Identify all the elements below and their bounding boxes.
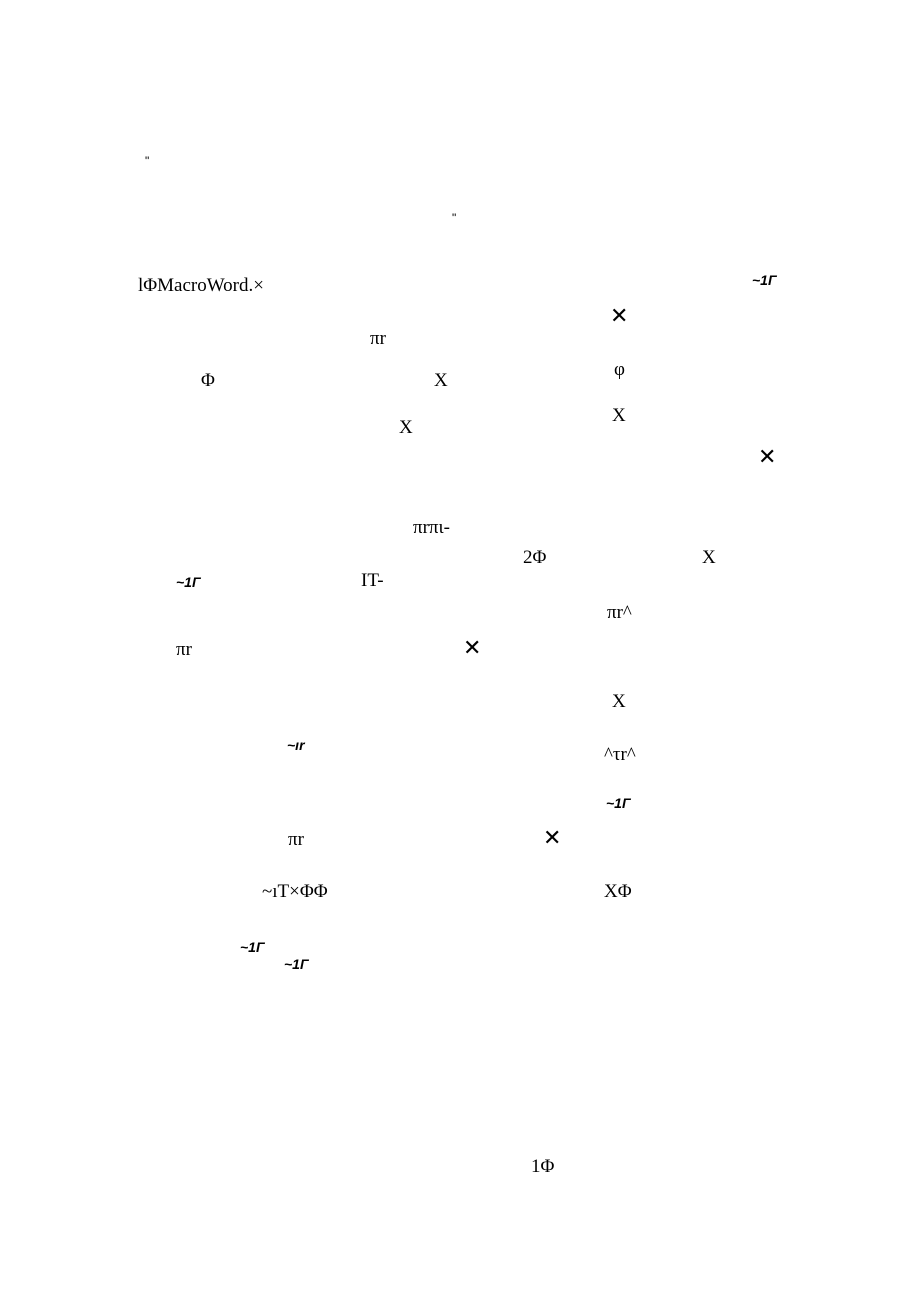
macro-word-heading: lΦMacroWord.×: [138, 275, 264, 296]
symbol-fragment: ~1Γ: [240, 939, 265, 955]
text-fragment: X: [612, 691, 626, 712]
text-fragment: XΦ: [604, 881, 632, 902]
cross-mark-icon: ✕: [610, 303, 629, 328]
text-fragment: πrπι-: [413, 517, 450, 538]
quote-mark-2: ": [452, 211, 457, 225]
text-fragment: X: [612, 405, 626, 426]
text-fragment: IT-: [361, 570, 384, 591]
text-fragment: πr^: [607, 602, 632, 623]
text-fragment: Φ: [201, 370, 215, 391]
text-fragment: 2Φ: [523, 547, 547, 568]
symbol-fragment: ~1Γ: [176, 574, 201, 590]
cross-mark-icon: ✕: [463, 635, 482, 660]
text-fragment: φ: [614, 359, 625, 380]
text-fragment: πr: [370, 328, 386, 349]
symbol-fragment: ~ır: [287, 737, 305, 753]
text-fragment: πr: [288, 829, 304, 850]
cross-mark-icon: ✕: [543, 825, 562, 850]
symbol-fragment: ~1Γ: [284, 956, 309, 972]
page-number: 1Φ: [531, 1156, 555, 1177]
text-fragment: X: [434, 370, 448, 391]
text-fragment: ^τr^: [604, 744, 636, 765]
text-fragment: X: [702, 547, 716, 568]
text-fragment: X: [399, 417, 413, 438]
symbol-fragment: ~1Γ: [752, 272, 777, 288]
symbol-fragment: ~1Γ: [606, 795, 631, 811]
text-fragment: ~ıT×ΦΦ: [262, 881, 328, 902]
cross-mark-icon: ✕: [758, 444, 777, 469]
quote-mark-1: ": [145, 154, 150, 168]
text-fragment: πr: [176, 639, 192, 660]
